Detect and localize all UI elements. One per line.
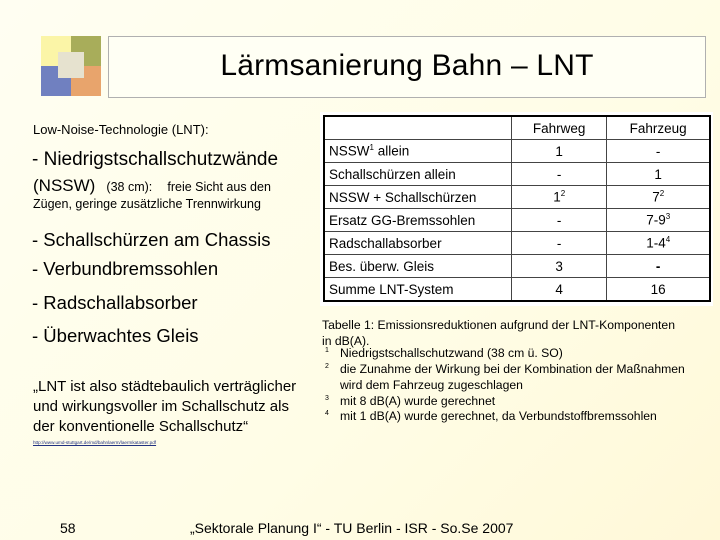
quote-line-2: und wirkungsvoller im Schallschutz als [33, 398, 289, 415]
table-row [324, 255, 710, 278]
row-label-text: NSSW + Schallschürzen [329, 189, 477, 205]
row-label [324, 163, 512, 186]
note-number: 4 [325, 410, 329, 417]
slide-title: Lärmsanierung Bahn – LNT [220, 49, 594, 82]
cell-fahrweg [512, 140, 607, 163]
table-caption [322, 318, 712, 349]
row-label-text: Schallschürzen allein [329, 166, 456, 182]
cell-fahrzeug-value: 1-4 [646, 235, 666, 251]
note-number: 3 [325, 395, 329, 402]
cell-fahrzeug [607, 186, 710, 209]
caption-line-1: Tabelle 1: Emissionsreduktionen aufgrund der LNT-Komponenten [322, 318, 675, 332]
table-row [324, 209, 710, 232]
nssw-desc: freie Sicht aus den [167, 180, 271, 194]
page-number: 58 [60, 520, 76, 536]
cell-fahrweg-value: - [556, 166, 562, 182]
table-row [324, 163, 710, 186]
row-label [324, 209, 512, 232]
row-label [324, 278, 512, 302]
row-label [324, 186, 512, 209]
caption-line-2: in dB(A). [322, 333, 370, 348]
quote-line-3: der konventionelle Schallschutz“ [33, 418, 249, 435]
row-label [324, 232, 512, 255]
cell-fahrweg [512, 163, 607, 186]
cell-fahrzeug-value: 7 [652, 189, 660, 205]
table-row [324, 140, 710, 163]
bullet-ueberwachtes-gleis: - Überwachtes Gleis [32, 325, 199, 346]
cell-fahrweg [512, 209, 607, 232]
cell-fahrzeug [607, 140, 710, 163]
row-label-text: Summe LNT-System [329, 281, 454, 297]
row-label [324, 140, 512, 163]
row-label-text: NSSW [329, 143, 370, 159]
cell-fahrzeug [607, 209, 710, 232]
note-text: Niedrigstschallschutzwand (38 cm ü. SO) [340, 346, 563, 360]
row-label-text: Ersatz GG-Bremssohlen [329, 212, 476, 228]
cell-fahrweg-value: 3 [555, 258, 563, 274]
logo-center [58, 52, 84, 78]
cell-fahrweg-value: - [556, 212, 562, 228]
cell-fahrweg [512, 278, 607, 302]
table-header-row [324, 116, 710, 140]
cell-fahrzeug-footnote: 3 [665, 212, 671, 222]
cell-fahrzeug-footnote: 2 [659, 189, 665, 199]
note-text: mit 1 dB(A) wurde gerechnet, da Verbundstoffbremssohlen [340, 409, 657, 423]
quote [33, 377, 296, 437]
cell-fahrzeug-value: 7-9 [646, 212, 666, 228]
table-row [324, 186, 710, 209]
note-text: mit 8 dB(A) wurde gerechnet [340, 394, 496, 408]
cell-fahrweg [512, 186, 607, 209]
bullet-schallschuerzen: - Schallschürzen am Chassis [32, 229, 271, 250]
nssw-height: (38 cm): [106, 180, 153, 194]
bullet-nssw: - Niedrigstschallschutzwände [32, 149, 279, 170]
header-fahrzeug: Fahrzeug [607, 116, 710, 140]
note-number: 2 [325, 363, 329, 370]
cell-fahrweg [512, 232, 607, 255]
lnt-table [323, 115, 711, 302]
cell-fahrzeug-value: - [655, 258, 661, 274]
nssw-abbr: (NSSW) [33, 176, 96, 195]
cell-fahrzeug-value: 16 [650, 281, 666, 297]
note-number: 1 [325, 347, 329, 354]
cell-fahrzeug-value: 1 [654, 166, 662, 182]
table-row [324, 232, 710, 255]
note-text: die Zunahme der Wirkung bei der Kombination der Maßnahmen [340, 362, 685, 376]
course-footer: „Sektorale Planung I“ - TU Berlin - ISR - So.Se 2007 [190, 520, 514, 536]
bullet-nssw-line2 [33, 176, 271, 196]
cell-fahrzeug-value: - [655, 143, 661, 159]
intro-text: Low-Noise-Technologie (LNT): [33, 122, 209, 137]
bullet-radschallabsorber: - Radschallabsorber [32, 292, 198, 313]
title-box [108, 36, 706, 98]
bullet-nssw-line3: Zügen, geringe zusätzliche Trennwirkung [33, 197, 261, 211]
bullet-verbundbremssohlen: - Verbundbremssohlen [32, 258, 219, 279]
header-empty [324, 116, 512, 140]
row-label-rest: allein [373, 143, 410, 159]
cell-fahrweg-value: 1 [553, 189, 561, 205]
row-label-text: Bes. überw. Gleis [329, 258, 435, 274]
row-label [324, 255, 512, 278]
row-label-footnote: 1 [369, 143, 374, 153]
cell-fahrweg-value: - [556, 235, 562, 251]
header-fahrweg: Fahrweg [512, 116, 607, 140]
cell-fahrzeug [607, 278, 710, 302]
row-label-text: Radschallabsorber [329, 235, 442, 251]
cell-fahrzeug [607, 232, 710, 255]
note-text: wird dem Fahrzeug zugeschlagen [340, 378, 523, 392]
table-row [324, 278, 710, 302]
cell-fahrweg-value: 1 [555, 143, 563, 159]
cell-fahrzeug [607, 163, 710, 186]
cell-fahrzeug-footnote: 4 [665, 235, 671, 245]
quote-line-1: „LNT ist also städtebaulich verträglicher [33, 378, 297, 395]
cell-fahrzeug [607, 255, 710, 278]
cell-fahrweg [512, 255, 607, 278]
cell-fahrweg-footnote: 2 [560, 189, 566, 199]
cell-fahrweg-value: 4 [555, 281, 563, 297]
source-link[interactable]: http://www.umd-stuttgart.de/md/bahnlaerm/laermkataster.pdf [33, 440, 157, 445]
